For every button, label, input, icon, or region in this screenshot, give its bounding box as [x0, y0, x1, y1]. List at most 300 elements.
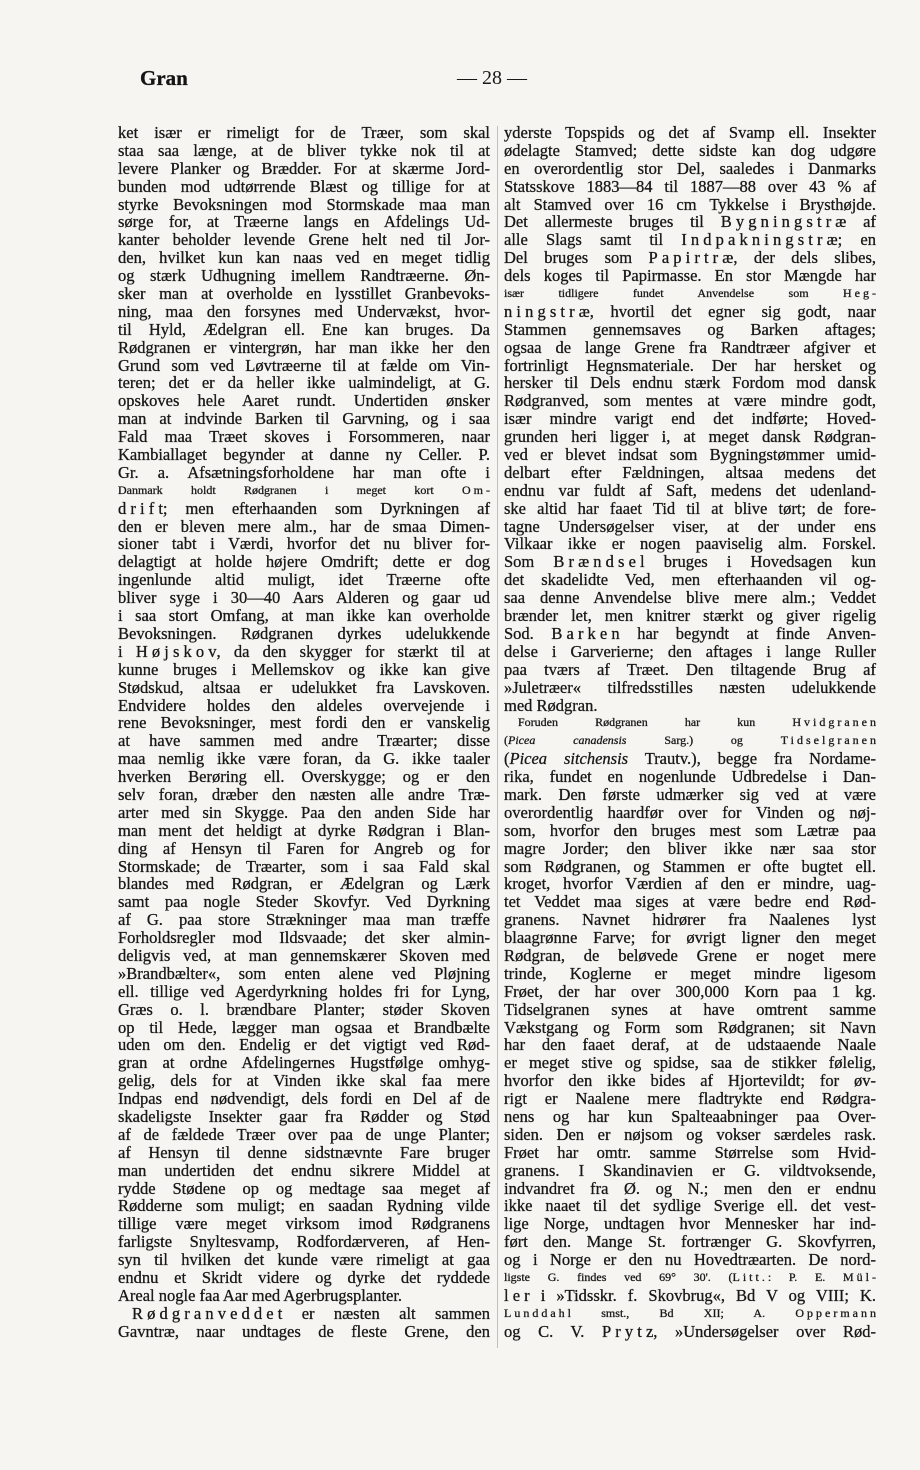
text-run: selv foran, dræber den næsten alle andre Træ- [118, 784, 490, 804]
text-run: lige Norge, undtagen hvor Mennesker har ind- [504, 1214, 876, 1234]
text-run: uden om den. Endelig er det vigtigt ved Rød- [118, 1035, 490, 1055]
text-line [118, 178, 490, 196]
text-line [504, 482, 876, 500]
text-line [504, 1162, 876, 1180]
text-run: Forholdsregler mod Ildsvaade; det sker almin- [118, 928, 490, 948]
text-line [118, 661, 490, 679]
text-run: »Juletræer« tilfredsstilles næsten udelukkende [504, 677, 876, 697]
text-line [504, 321, 876, 339]
text-line [504, 428, 876, 446]
text-line [118, 679, 490, 697]
letterspaced-text: Heg- [843, 286, 879, 301]
text-line [118, 697, 490, 715]
text-run: syn til hvilken det kunde være rimeligt at gaa [118, 1250, 490, 1270]
text-line [118, 822, 490, 840]
text-line [118, 714, 490, 732]
text-run: ning, maa den forsynes med Undervækst, hvor- [118, 301, 490, 321]
text-run: man ment det heldigt at dyrke Rødgran i Blan- [118, 820, 490, 840]
text-run: Bevoksningen. Rødgranen dyrkes udelukkende [118, 623, 490, 643]
text-run: ogsaa de lange Grene fra Randtræer afgiver et [504, 337, 876, 357]
text-line [504, 750, 876, 768]
text-run: rigt er Naalene mere fladtrykte end Rødgra- [504, 1089, 876, 1109]
text-run: er næsten alt sammen [282, 1303, 490, 1323]
text-run: styrke Bevoksningen mod Stormskade maa man [118, 194, 490, 214]
text-run: Sod. [504, 623, 552, 643]
text-line [504, 213, 876, 231]
text-run: blandes med Rødgran, er Ædelgran og Lærk [118, 874, 490, 894]
page-number: — 28 — [457, 67, 527, 89]
text-line [504, 804, 876, 822]
text-run: som Rødgranen, og Stammen er ofte bugtet ell. [504, 856, 876, 876]
text-line [504, 840, 876, 858]
text-line [118, 357, 490, 375]
text-run: ( [504, 733, 508, 748]
text-line [118, 875, 490, 893]
text-line [118, 1251, 490, 1269]
text-run: Som [504, 552, 554, 572]
text-line [118, 428, 490, 446]
text-line [118, 1126, 490, 1144]
text-run: i »Tidsskr. f. Skovbrug«, Bd V og VIII; K. [529, 1285, 876, 1305]
text-line [504, 1251, 876, 1269]
text-run: bliver syge i 30—40 Aars Alderen og gaar ud [118, 588, 490, 608]
text-line [118, 1108, 490, 1126]
text-line [118, 911, 490, 929]
text-run: Gavntræ, naar undtages de fleste Grene, den [118, 1321, 490, 1341]
text-run: kunne bruges i Mellemskov og ikke kan give [118, 659, 490, 679]
text-run: , hvortil det egner sig godt, naar [589, 301, 876, 321]
text-line [504, 178, 876, 196]
text-line [504, 1019, 876, 1037]
text-run: delagtigt at holde højere Omdrift; dette er dog [118, 552, 490, 572]
text-run: Kambiallaget begynder at danne ny Celler. P. [118, 445, 490, 465]
text-run: og C. V. [504, 1321, 602, 1341]
text-run: hersker til Dels endnu stærk Fordom mod dansk [504, 373, 876, 393]
text-run: Stormskade; de Træarter, som i saa Fald skal [118, 856, 490, 876]
text-line [504, 983, 876, 1001]
text-line [504, 124, 876, 142]
text-run: grunden heri ligger i, at meget dansk Rødgran- [504, 427, 876, 447]
text-line [118, 768, 490, 786]
letterspaced-text: Indpakningstræ [681, 230, 842, 250]
column-divider [497, 126, 498, 1348]
text-run: kroget, hvorfor Værdien af den er mindre, uag- [504, 874, 876, 894]
text-line [504, 1072, 876, 1090]
text-line [118, 1144, 490, 1162]
text-line [504, 553, 876, 571]
text-run: rene Bevoksninger, mest fordi den er vanskelig [118, 713, 490, 733]
text-line [504, 196, 876, 214]
text-run: og stærk Udhugning imellem Randtræerne. Øn- [118, 266, 490, 286]
text-run: af G. paa store Strækninger maa man træffe [118, 910, 490, 930]
letterspaced-text: ningstræ [504, 301, 594, 321]
text-run: Stødskud, altsaa er udelukket fra Lavskoven. [118, 677, 490, 697]
text-run: mark. Den første udmærker sig ved at være [504, 784, 876, 804]
text-run: deligvis ved, at man gennemskærer Skoven med [118, 945, 490, 965]
text-run: Rødderne som muligt; en saadan Rydning vilde [118, 1196, 490, 1216]
text-line [118, 750, 490, 768]
text-line [504, 822, 876, 840]
text-line [118, 1054, 490, 1072]
letterspaced-text: ler [504, 1285, 534, 1305]
left-column [118, 123, 493, 1341]
text-line [504, 285, 879, 303]
text-run: en overordentlig stor Del, saaledes i Danmarks [504, 158, 876, 178]
text-line [118, 1305, 490, 1323]
text-run: Endvidere holdes den aldeles overvejende i [118, 695, 490, 715]
right-column [504, 123, 879, 1341]
text-run: Grund som ved Løvtræerne til at fælde om Vin- [118, 355, 490, 375]
text-line [118, 1197, 490, 1215]
text-line [504, 410, 876, 428]
text-line [504, 1305, 879, 1323]
text-line [118, 1019, 490, 1037]
text-line [504, 875, 876, 893]
text-run: Sarg.) og [626, 733, 781, 748]
text-run: staa saa længe, at de bliver tykke nok til at [118, 140, 490, 160]
text-run: i saa stort Omfang, at man ikke kan overholde [118, 606, 490, 626]
text-run: tet Veddet maa siges at være bedre end Rød- [504, 892, 876, 912]
text-line [118, 625, 490, 643]
text-run: Foruden Rødgranen har kun [518, 715, 793, 730]
text-line [118, 786, 490, 804]
text-run: , da den skygger for stærkt til at [216, 641, 490, 661]
text-line [504, 446, 876, 464]
text-line [118, 464, 490, 482]
text-line [118, 553, 490, 571]
text-line [118, 858, 490, 876]
text-run: brænder let, men knitrer stærkt og giver rigelig [504, 606, 876, 626]
paragraph [504, 123, 879, 715]
text-run: Vilkaar ikke er nogen paaviselig alm. Forskel. [504, 534, 876, 554]
text-run: , der dels slibes, [733, 248, 876, 268]
letterspaced-text: Papirtræ [648, 248, 738, 268]
text-line [504, 303, 876, 321]
text-run: op til Hede, lægger man ogsaa et Brandbælte [118, 1017, 490, 1037]
text-line [118, 142, 490, 160]
text-run: ; men efterhaanden som Dyrkningen af [162, 498, 490, 518]
text-line [118, 1269, 490, 1287]
text-run: granens. Navnet hidrører fra Naalenes lyst [504, 910, 876, 930]
text-run: sker man at overholde en lysstillet Granbevoks- [118, 284, 490, 304]
text-line [118, 374, 490, 392]
text-run: Rødgranved, som mentes at være mindre godt, [504, 391, 876, 411]
text-run: delse i Garverierne; den aftages i lange Ruller [504, 641, 876, 661]
text-line [504, 1001, 876, 1019]
text-run: at have sammen med andre Træarter; disse [118, 731, 490, 751]
text-line [504, 947, 876, 965]
text-line [118, 124, 490, 142]
text-line [118, 535, 490, 553]
text-line [118, 571, 490, 589]
text-run: alle Slags samt til [504, 230, 682, 250]
letterspaced-text: Højskov [135, 641, 221, 661]
text-run: af [846, 212, 876, 232]
text-line [504, 768, 876, 786]
text-line [504, 339, 876, 357]
text-run: levere Planker og Brædder. For at skærme Jord- [118, 158, 490, 178]
text-run: Græs o. l. brændbare Planter; støder Skoven [118, 999, 490, 1019]
text-line [118, 482, 493, 500]
text-line [118, 1180, 490, 1198]
text-run: ell. tillige ved Agerdyrkning holdes fri for Lyng, [118, 981, 490, 1001]
letterspaced-text: drift [118, 498, 168, 518]
text-line [504, 625, 876, 643]
text-run: bunden mod udtørrende Blæst og tillige for at [118, 176, 490, 196]
text-run: Danmark holdt Rødgranen i meget kort [118, 482, 462, 497]
text-line [118, 446, 490, 464]
text-run: ført den. Mange St. fortrænger G. Skovfyrren, [504, 1232, 876, 1252]
text-line [504, 1180, 876, 1198]
text-run: tillige være meget virksom imod Rødgranens [118, 1214, 490, 1234]
text-line [118, 285, 490, 303]
text-run: som, hvorfor den bruges mest som Lætræ paa [504, 820, 876, 840]
text-run: Statsskove 1883—84 til 1887—88 over 43 % af [504, 176, 876, 196]
text-line [504, 679, 876, 697]
text-line [118, 840, 490, 858]
text-run: tagne Undersøgelser viser, at der under ens [504, 516, 876, 536]
text-run: »Brandbælter«, som enten alene ved Pløjning [118, 963, 490, 983]
text-run: overordentlig haardfør over for Vinden og nøj- [504, 802, 876, 822]
text-line [504, 160, 876, 178]
text-run: kanter beholder levende Grene helt ned til Jor- [118, 230, 490, 250]
text-run: ligste G. findes ved 69° 30'. ( [504, 1270, 733, 1284]
text-run: Gr. a. Afsætningsforholdene har man ofte i [118, 462, 490, 482]
text-run: har begyndt at finde Anven- [619, 623, 876, 643]
text-line [118, 947, 490, 965]
text-line [504, 267, 876, 285]
text-run: ket især er rimeligt for de Træer, som skal [118, 123, 490, 142]
text-run: trinde, Koglerne er meget mindre ligesom [504, 963, 876, 983]
text-run: hverken Berøring ell. Overskygge; og er den [118, 767, 490, 787]
letterspaced-text: Tidselgranen [780, 733, 879, 748]
text-run: sørge for, at Træerne langs en Afdelings Ud- [118, 212, 490, 232]
text-run: har den faaet deraf, at de udstaaende Naale [504, 1035, 876, 1055]
paragraph [118, 1305, 490, 1341]
text-run: farligste Snyltesvamp, Rodfordærveren, af Hen- [118, 1232, 490, 1252]
text-run: smst., Bd XII; A. [571, 1305, 796, 1320]
text-line [504, 1233, 876, 1251]
text-run: af Hensyn til denne sidstnævnte Fare bruger [118, 1142, 490, 1162]
text-run: og i Norge er den nu Hovedtræarten. De nord- [504, 1250, 876, 1270]
letterspaced-text: Oppermann [795, 1305, 879, 1320]
text-run: arter med sin Skygge. Paa den anden Side har [118, 802, 490, 822]
text-line [118, 983, 490, 1001]
text-run: man at indvinde Barken til Garvning, og i saa [118, 409, 490, 429]
text-line [504, 1323, 876, 1341]
text-line [118, 1287, 490, 1305]
text-line [504, 661, 876, 679]
text-line [118, 249, 490, 267]
text-run: Stammen gennemsaves og Barken aftages; [504, 319, 876, 339]
text-line [118, 643, 490, 661]
text-run: samt paa nogle Steder Skovfyr. Ved Dyrkning [118, 892, 490, 912]
letterspaced-text: Litt.: [732, 1270, 775, 1284]
text-run: især mindre varigt end det indførte; Hoved- [504, 409, 876, 429]
text-run: gran at ordne Afdelingernes Hugstfølge omhyg- [118, 1053, 490, 1073]
text-run: til Hyld, Ædelgran ell. Ene kan bruges. Da [118, 319, 490, 339]
text-line [118, 732, 490, 750]
text-run: ding af Hensyn til Faren for Angreb og for [118, 838, 490, 858]
text-run: Indpas end nødvendigt, dels fordi en Del af de [118, 1089, 490, 1109]
letterspaced-text: Rødgranveddet [132, 1303, 287, 1323]
text-run: ved er blevet indsat som Bygningstømmer umid- [504, 445, 876, 465]
text-run: siden. Den er nøjsom og vokser særdeles rask. [504, 1124, 876, 1144]
text-line [504, 142, 876, 160]
text-line [118, 410, 490, 428]
paragraph [118, 123, 493, 1305]
text-line [118, 303, 490, 321]
text-line [118, 1001, 490, 1019]
running-head-title: Gran [140, 66, 188, 90]
text-run: sioner tabt i Værdi, hvorfor det nu bliver for- [118, 534, 490, 554]
letterspaced-text: Barken [551, 623, 624, 643]
text-line [504, 535, 876, 553]
text-line [504, 929, 876, 947]
text-line [504, 1197, 876, 1215]
text-line [504, 357, 876, 375]
italic-text: Picea sitchensis [509, 749, 629, 769]
letterspaced-text: Prytz [601, 1321, 658, 1341]
text-line [118, 1072, 490, 1090]
text-run: dels koges til Papirmasse. En stor Mængde har [504, 266, 876, 286]
text-run: Rødgran, de beløvede Grene er noget mere [504, 945, 876, 965]
text-line [118, 965, 490, 983]
text-run: teren; det er da heller ikke ualmindeligt, at G. [118, 373, 490, 393]
text-run: Det allermeste bruges til [504, 212, 721, 232]
text-run: Frøet, der har over 300,000 Korn paa 1 kg. [504, 981, 876, 1001]
text-run: maa nemlig ikke være foran, da G. ikke taaler [118, 749, 490, 769]
text-run: ødelagte Stamved; dette sidste kan dog udgøre [504, 140, 876, 160]
text-run: af de fældede Træer over paa de unge Planter; [118, 1124, 490, 1144]
text-line [504, 1215, 876, 1233]
text-line [118, 160, 490, 178]
text-line [118, 339, 490, 357]
text-run: Tidselgranen synes at have omtrent samme [504, 999, 876, 1019]
text-run: hvorfor den ikke bides af Hjortevildt; for øv- [504, 1071, 876, 1091]
text-run: Del bruges som [504, 248, 649, 268]
text-run: man undertiden det endnu sikrere Middel at [118, 1160, 490, 1180]
text-line [504, 374, 876, 392]
text-line [504, 392, 876, 410]
text-line [504, 643, 876, 661]
text-run: fortrinligt Hegnsmateriale. Der har hersket og [504, 355, 876, 375]
letterspaced-text: Om- [462, 482, 493, 497]
text-line [504, 1090, 876, 1108]
text-run: , »Undersøgelser over Rød- [653, 1321, 876, 1341]
letterspaced-text: Brændsel [553, 552, 649, 572]
text-line [118, 1323, 490, 1341]
text-run: med Rødgran. [504, 695, 598, 715]
text-line [504, 786, 876, 804]
text-run: ske altid har faaet Tid til at blive tørt; de fore- [504, 498, 876, 518]
paragraph [504, 714, 879, 1341]
text-line [504, 231, 876, 249]
text-run: ikke naaet til det sydlige Sverige ell. det vest- [504, 1196, 876, 1216]
text-run: i [118, 641, 136, 661]
text-run: rika, fundet en nogenlunde Udbredelse i Dan- [504, 767, 876, 787]
text-line [504, 697, 876, 715]
text-run: Areal nogle faa Aar med Agerbrugsplanter. [118, 1285, 403, 1305]
text-run: alt Stamved over 16 cm Tykkelse i Brysthøjde. [504, 194, 876, 214]
text-run: indvandret fra Ø. og N.; men den er endnu [504, 1178, 876, 1198]
letterspaced-text: Bygningstræ [720, 212, 851, 232]
text-line [118, 392, 490, 410]
text-line [118, 213, 490, 231]
text-line [118, 1090, 490, 1108]
text-line [504, 1108, 876, 1126]
text-line [118, 267, 490, 285]
text-line [504, 571, 876, 589]
text-run: P. E. [771, 1270, 843, 1284]
letterspaced-text: Mül- [842, 1270, 879, 1284]
text-run: Rødgranen er vintergrøn, har man ikke her den [118, 337, 490, 357]
text-run: endnu et Skridt videre og dyrke det ryddede [118, 1268, 490, 1287]
text-line [118, 1162, 490, 1180]
text-line [504, 1144, 876, 1162]
text-line [504, 1036, 876, 1054]
text-run: nens og har kun Spalteaabninger paa Over- [504, 1106, 876, 1126]
text-line [504, 965, 876, 983]
text-line [504, 1269, 879, 1287]
text-run: gelig, dels for at Vinden ikke skal faa mere [118, 1071, 490, 1091]
text-line [504, 1287, 876, 1305]
text-line [504, 858, 876, 876]
text-run: opskoves hele Aaret rundt. Undertiden ønsker [118, 391, 490, 411]
text-run: Frøet har omtr. samme Størrelse som Hvid- [504, 1142, 876, 1162]
text-line [504, 893, 876, 911]
text-run: den, hvilket kun kan naas ved en meget tidlig [118, 248, 490, 268]
text-line [118, 1233, 490, 1251]
text-line [118, 518, 490, 536]
text-line [118, 231, 490, 249]
text-run: paa tværs af Træet. Den tiltagende Brug af [504, 659, 876, 679]
text-line [118, 1036, 490, 1054]
text-line [504, 732, 879, 750]
text-run: ( [504, 749, 510, 769]
text-line [504, 911, 876, 929]
text-line [118, 1215, 490, 1233]
text-line [504, 714, 879, 732]
text-run: magre Jorder; den bliver ikke nær saa stor [504, 838, 876, 858]
text-line [118, 589, 490, 607]
text-run: bruges i Hovedsagen kun [644, 552, 876, 572]
text-line [118, 321, 490, 339]
text-run: skadeligste Insekter gaar fra Rødder og Stød [118, 1106, 490, 1126]
text-run: den er bleven mere alm., har de smaa Dimen- [118, 516, 490, 536]
text-line [504, 1126, 876, 1144]
italic-text: Picea canadensis [508, 733, 627, 748]
text-line [118, 893, 490, 911]
text-line [118, 500, 490, 518]
text-run: ingenlunde altid muligt, idet Træerne ofte [118, 570, 490, 590]
text-line [504, 589, 876, 607]
letterspaced-text: Hvidgranen [792, 715, 879, 730]
text-line [504, 249, 876, 267]
text-line [504, 1054, 876, 1072]
text-line [118, 607, 490, 625]
text-line [504, 464, 876, 482]
text-run: især tidligere fundet Anvendelse som [504, 286, 843, 301]
text-line [504, 607, 876, 625]
text-run: er meget stive og spidse, saa de stikker følelig, [504, 1053, 876, 1073]
letterspaced-text: Lunddahl [504, 1305, 574, 1320]
text-line [504, 518, 876, 536]
text-line [118, 196, 490, 214]
text-run: Trautv.), begge fra Nordame- [628, 749, 876, 769]
text-line [118, 929, 490, 947]
text-run: endnu var fuldt af Saft, medens det udenland- [504, 480, 876, 500]
